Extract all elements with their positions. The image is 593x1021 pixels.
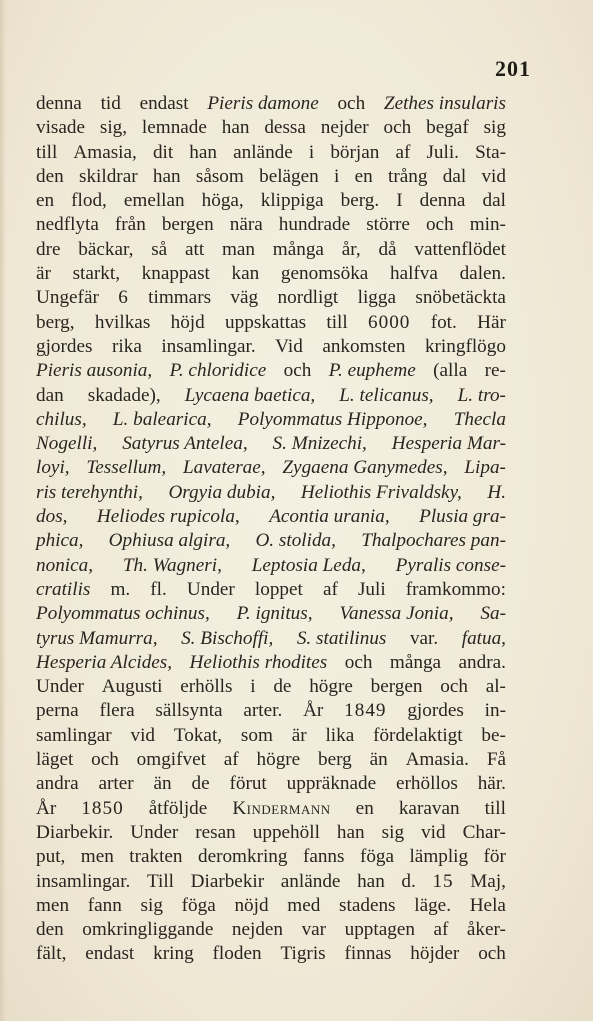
word: fann	[87, 894, 122, 916]
word: 6	[118, 287, 129, 309]
word: År	[36, 797, 57, 819]
word: erhölls	[180, 676, 233, 698]
word: de	[273, 676, 292, 698]
word: upptagen	[344, 919, 415, 941]
text-line	[36, 311, 506, 335]
word: finnas	[344, 943, 392, 965]
italic-word: Orgyia dubia,	[168, 481, 276, 503]
word: läget	[36, 749, 74, 771]
word: och	[283, 360, 312, 382]
word: hundrade	[278, 214, 351, 236]
italic-word: fatua,	[461, 627, 506, 649]
word: en	[354, 165, 373, 187]
word: till	[36, 141, 58, 163]
word: in-	[484, 700, 506, 722]
word: han	[336, 821, 365, 843]
italic-word: Polyommatus Hipponoe,	[237, 408, 428, 430]
text-line	[36, 359, 506, 383]
word: Diarbekir	[190, 870, 265, 892]
italic-word: L. tro-	[457, 384, 506, 406]
word: arter.	[243, 700, 283, 722]
word: vattenflödet	[414, 238, 506, 260]
text-line	[36, 651, 506, 675]
word: timmars	[148, 287, 212, 309]
word: dessa	[264, 117, 306, 139]
word: fördelaktigt	[373, 724, 463, 746]
word: sig	[381, 821, 405, 843]
word: anlände	[233, 141, 293, 163]
word: men	[80, 846, 114, 868]
text-line	[36, 724, 506, 748]
word: de	[191, 773, 210, 795]
word: visade	[36, 117, 86, 139]
word: föga	[181, 894, 216, 916]
word: såsom	[195, 165, 244, 187]
text-line	[36, 238, 506, 262]
word: klippiga	[260, 190, 324, 212]
text-line	[36, 262, 506, 286]
italic-word: Th. Wagneri,	[122, 554, 222, 576]
word: anlände	[280, 870, 341, 892]
body-text	[36, 92, 506, 967]
italic-word: L. telicanus,	[339, 384, 434, 406]
word: nedflyta	[36, 214, 99, 236]
italic-word: Hesperia Mar-	[391, 433, 506, 455]
word: från	[114, 214, 146, 236]
word: berg,	[36, 311, 75, 333]
word: 1849	[344, 700, 387, 722]
word: knappast	[141, 263, 210, 285]
word: gjordes	[36, 335, 93, 357]
word: denna	[36, 93, 82, 114]
word: många	[272, 238, 324, 260]
word: kringflögo	[424, 335, 506, 357]
word: fält,	[36, 943, 67, 965]
word: högre	[309, 676, 353, 698]
italic-word: Sa-	[480, 603, 506, 625]
word: än	[153, 773, 172, 795]
italic-word: H.	[487, 481, 506, 503]
word: floden	[212, 943, 262, 965]
word: deromkring	[197, 846, 288, 868]
word: i	[250, 676, 256, 698]
text-line	[36, 748, 506, 772]
word: stadens	[339, 894, 396, 916]
word: arter	[98, 773, 134, 795]
word: större	[366, 214, 410, 236]
word: som	[240, 724, 273, 746]
text-line	[36, 335, 506, 359]
italic-word: tyrus Mamurra,	[36, 627, 158, 649]
word: höjd	[170, 311, 205, 333]
word: fanns	[302, 846, 345, 868]
word: åker-	[466, 919, 506, 941]
word: halfva	[389, 263, 438, 285]
word: dalen.	[459, 263, 506, 285]
italic-word: Zygaena Ganymedes,	[282, 457, 448, 479]
word: sällsynta	[155, 700, 223, 722]
text-line	[36, 116, 506, 140]
word: höjder	[410, 943, 460, 965]
word: uppehöll	[252, 821, 320, 843]
page-number: 201	[495, 56, 531, 81]
word: till	[484, 797, 506, 819]
italic-word: P. ignitus,	[236, 603, 313, 625]
word: och	[440, 676, 468, 698]
word: bergen	[161, 214, 214, 236]
word: och	[425, 214, 454, 236]
italic-word: ris terehynthi,	[36, 481, 143, 503]
word: var	[301, 919, 327, 941]
word: min-	[469, 214, 506, 236]
word: Augusti	[101, 676, 163, 698]
italic-word: Lycaena baetica,	[184, 384, 316, 406]
word: af	[322, 578, 338, 600]
word: loppet	[254, 578, 303, 600]
word: Amasia.	[405, 749, 469, 771]
word: och	[337, 93, 366, 114]
word: väg	[230, 287, 259, 309]
text-line	[36, 92, 506, 116]
italic-word: Pieris damone	[207, 93, 319, 114]
text-line	[36, 141, 506, 165]
text-line	[36, 189, 506, 213]
word: gjordes	[407, 700, 464, 722]
word: kring	[153, 943, 194, 965]
word: framkommo:	[405, 578, 506, 600]
text-line	[36, 894, 506, 918]
word: nöjd	[234, 894, 269, 916]
word: lämplig	[409, 846, 469, 868]
word: belägen	[259, 165, 319, 187]
word: flera	[99, 700, 135, 722]
text-line	[36, 870, 506, 894]
word: Juli	[357, 578, 386, 600]
word: till	[326, 311, 348, 333]
word: uppskattas	[225, 311, 307, 333]
text-line	[36, 408, 506, 432]
word: al-	[485, 676, 506, 698]
word: bergen	[370, 676, 423, 698]
italic-word: P. chloridice	[169, 360, 267, 382]
word: endast	[139, 93, 189, 114]
word: han	[189, 141, 218, 163]
word: dan	[36, 384, 64, 406]
word: nordligt	[277, 287, 339, 309]
word: Diarbekir.	[36, 821, 114, 843]
text-line	[36, 845, 506, 869]
word: i	[308, 141, 315, 163]
word: endast	[85, 943, 135, 965]
word: resan	[195, 821, 236, 843]
text-line	[36, 699, 506, 723]
italic-word: Plusia gra-	[419, 506, 506, 528]
word: åtföljde	[148, 797, 208, 819]
italic-word: dos,	[36, 506, 68, 528]
word: man	[221, 238, 255, 260]
word: vid	[130, 724, 156, 746]
italic-word: Heliothis Frivaldsky,	[300, 481, 462, 503]
word: nära	[229, 214, 263, 236]
word: insamlingar.	[161, 335, 256, 357]
word: omgifvet	[136, 749, 206, 771]
italic-word: Pieris ausonia,	[36, 360, 153, 382]
italic-word: nonica,	[36, 554, 94, 576]
word: 6000	[368, 311, 411, 333]
word: en	[36, 190, 55, 212]
word: uppräknade	[286, 773, 377, 795]
word: var.	[409, 627, 439, 649]
italic-word: phica,	[36, 530, 84, 552]
text-line	[36, 384, 506, 408]
word: Maj,	[470, 870, 506, 892]
word: dit	[152, 141, 174, 163]
word: 15	[432, 870, 454, 892]
word: ankomsten	[322, 335, 406, 357]
word: lika	[325, 724, 355, 746]
word: den	[36, 165, 64, 187]
text-line	[36, 165, 506, 189]
text-line	[36, 213, 506, 237]
word: re-	[484, 360, 506, 382]
word: starkt,	[72, 263, 120, 285]
italic-word: S. statilinus	[296, 627, 387, 649]
word: men	[36, 894, 70, 916]
word: put,	[36, 846, 66, 868]
italic-word: loyi,	[36, 457, 70, 479]
text-line	[36, 286, 506, 310]
word: år,	[341, 238, 361, 260]
word: m.	[110, 578, 131, 600]
word: förut	[229, 773, 267, 795]
word: att	[184, 238, 205, 260]
word: af	[223, 749, 239, 771]
word: Ungefär	[36, 287, 99, 309]
text-line	[36, 602, 506, 626]
word: omkringliggande	[82, 919, 214, 941]
word: dal	[482, 190, 506, 212]
word: trång	[388, 165, 428, 187]
word: År	[303, 700, 324, 722]
word: läge.	[414, 894, 451, 916]
word: Här	[477, 311, 506, 333]
word: är	[291, 724, 307, 746]
text-line	[36, 554, 506, 578]
italic-word: Pyralis conse-	[395, 554, 506, 576]
word: dre	[36, 238, 61, 260]
italic-word: Leptosia Leda,	[251, 554, 366, 576]
word: många	[389, 651, 442, 673]
italic-word: S. Bischoffi,	[181, 627, 274, 649]
word: Amasia,	[73, 141, 137, 163]
word: perna	[36, 700, 79, 722]
italic-word: Tessellum,	[86, 457, 167, 479]
text-line	[36, 432, 506, 456]
text-line	[36, 529, 506, 553]
word: sig	[140, 894, 163, 916]
italic-word: Nogelli,	[36, 433, 98, 455]
word: rika	[112, 335, 142, 357]
page-left-edge-shadow	[0, 0, 6, 1021]
word: för	[483, 846, 506, 868]
text-line	[36, 772, 506, 796]
word: berg	[318, 749, 352, 771]
word: hvilkas	[94, 311, 151, 333]
word: samlingar	[36, 724, 112, 746]
word: trakten	[129, 846, 183, 868]
word: skildrar	[78, 165, 138, 187]
word: erhöllos	[396, 773, 458, 795]
word: en	[355, 797, 374, 819]
word: Hela	[469, 894, 506, 916]
italic-word: Thecla	[453, 408, 506, 430]
word: skadade),	[87, 384, 161, 406]
text-line	[36, 456, 506, 480]
word: af	[433, 919, 449, 941]
italic-word: Satyrus Antelea,	[122, 433, 248, 455]
word: Tigris	[280, 943, 326, 965]
word: fl.	[150, 578, 167, 600]
italic-word: Thalpochares pan-	[361, 530, 506, 552]
italic-word: Vanessa Jonia,	[339, 603, 454, 625]
word: kan	[231, 263, 260, 285]
word: sig,	[99, 117, 128, 139]
word: nejden	[231, 919, 284, 941]
word: be-	[481, 724, 506, 746]
word: är	[36, 263, 51, 285]
word: sig	[483, 117, 506, 139]
text-line	[36, 578, 506, 602]
word: han	[152, 165, 181, 187]
text-line	[36, 821, 506, 845]
word: emellan	[123, 190, 185, 212]
word: Sta-	[475, 141, 506, 163]
word: denna	[419, 190, 466, 212]
word: tid	[100, 93, 121, 114]
word: han	[221, 117, 250, 139]
word: (alla	[433, 360, 468, 382]
word: och	[344, 651, 373, 673]
word: fot.	[430, 311, 457, 333]
word: I	[396, 190, 403, 212]
word: och	[478, 943, 506, 965]
word: dal	[442, 165, 467, 187]
word: i	[334, 165, 340, 187]
text-line	[36, 942, 506, 966]
italic-word: S. Mnizechi,	[272, 433, 367, 455]
word: insamlingar.	[36, 870, 131, 892]
word: bäckar,	[78, 238, 134, 260]
word: han	[357, 870, 385, 892]
word: här.	[477, 773, 506, 795]
italic-word: Acontia urania,	[269, 506, 390, 528]
word: Char-	[462, 821, 506, 843]
word: höga,	[201, 190, 244, 212]
italic-word: Heliodes rupicola,	[96, 506, 240, 528]
text-line	[36, 918, 506, 942]
word: berg.	[340, 190, 380, 212]
italic-word: Ophiusa algira,	[108, 530, 231, 552]
word: flod,	[71, 190, 107, 212]
italic-word: Hesperia Alcides,	[36, 651, 173, 673]
word: vid	[421, 821, 446, 843]
word: andra.	[458, 651, 506, 673]
italic-word: O. stolida,	[255, 530, 336, 552]
word: så	[151, 238, 168, 260]
italic-word: Polyommatus ochinus,	[36, 603, 210, 625]
word: andra	[36, 773, 79, 795]
word: föga	[359, 846, 395, 868]
word: karavan	[398, 797, 460, 819]
word: och	[91, 749, 119, 771]
word: Juli.	[426, 141, 459, 163]
italic-word: Lavaterae,	[182, 457, 266, 479]
word: och	[383, 117, 412, 139]
italic-word: cratilis	[36, 578, 91, 600]
italic-word: L. balearica,	[112, 408, 212, 430]
word: Under	[36, 676, 84, 698]
italic-word: Heliothis rhodites	[189, 651, 328, 673]
word: genomsöka	[280, 263, 369, 285]
word: då	[378, 238, 397, 260]
word: Under	[186, 578, 235, 600]
word: Tokat,	[173, 724, 223, 746]
word: vid	[481, 165, 506, 187]
word: ligga	[357, 287, 396, 309]
word: Vid	[275, 335, 303, 357]
word: den	[36, 919, 64, 941]
word: af	[395, 141, 411, 163]
italic-word: Lipa-	[464, 457, 506, 479]
word: lemnade	[141, 117, 207, 139]
word: Få	[486, 749, 506, 771]
text-line	[36, 627, 506, 651]
word: Under	[130, 821, 179, 843]
text-line	[36, 481, 506, 505]
word: högre	[256, 749, 301, 771]
text-line	[36, 675, 506, 699]
word: begaf	[426, 117, 469, 139]
word: början	[330, 141, 380, 163]
word: med	[287, 894, 321, 916]
text-line	[36, 505, 506, 529]
italic-word: chilus,	[36, 408, 87, 430]
italic-word: Zethes insularis	[383, 93, 506, 114]
word: d.	[401, 870, 416, 892]
italic-word: P. eupheme	[328, 360, 416, 382]
word: Kindermann	[232, 797, 331, 819]
word: nejder	[320, 117, 369, 139]
word: snöbetäckta	[415, 287, 506, 309]
word: Till	[146, 870, 174, 892]
text-line	[36, 797, 506, 821]
word: än	[369, 749, 388, 771]
word: 1850	[81, 797, 124, 819]
